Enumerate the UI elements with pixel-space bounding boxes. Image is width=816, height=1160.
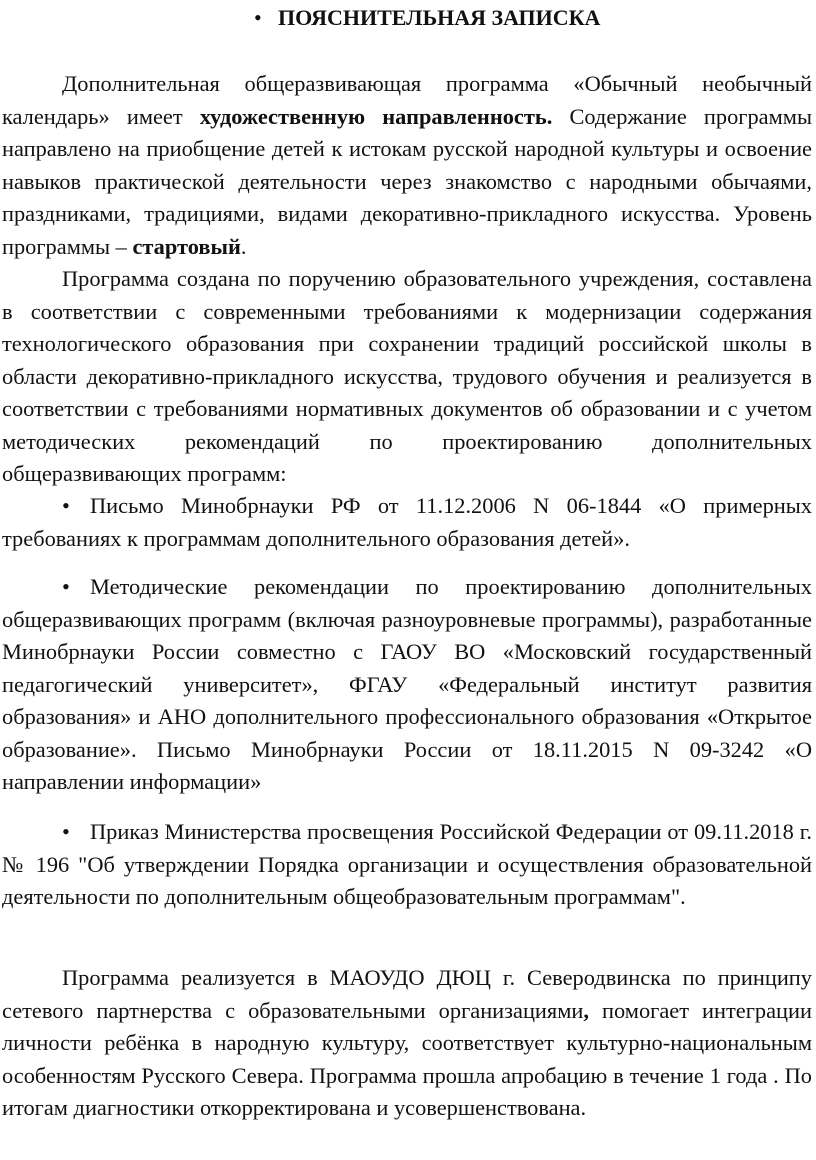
list-bullet: • (62, 574, 70, 599)
intro-text-1: Дополнительная общеразвивающая программа «Обычный необычный календарь» имеет (2, 71, 812, 129)
list-item (2, 571, 812, 799)
implementation-text-1: Программа реализуется в МАОУДО ДЮЦ г. Северодвинска по принципу сетевого партнерства с образовательными организациями (2, 965, 812, 1023)
list-item-3-text: Приказ Министерства просвещения Российской Федерации от 09.11.2018 г. № 196 "Об утверждении Порядка организации и осуществления образовательной деятельности по дополнительным общеобразовательным программам". (2, 819, 812, 909)
intro-bold-level: стартовый (132, 233, 241, 259)
list-bullet: • (62, 493, 70, 518)
intro-text-3: . (240, 233, 247, 259)
intro-text-2: Содержание программы направлено на приобщение детей к истокам русской народной культуры и освоение навыков практической деятельности через знакомство с народными обычаями, праздниками, традициями, видами декоративно-прикладного искусства. Уровень программы – (2, 103, 812, 259)
basis-paragraph: Программа создана по поручению образовательного учреждения, составлена в соответствии с современными требованиями к модернизации содержания технологического образования при сохранении традиций российской школы в области декоративно-прикладного искусства, трудового обучения и реализуется в соответствии с требованиями нормативных документов об образовании и с учетом методических рекомендаций по проектированию дополнительных общеразвивающих программ: (2, 266, 812, 486)
intro-paragraph (2, 68, 812, 263)
list-bullet: • (62, 819, 70, 844)
list-item (2, 816, 812, 914)
implementation-bold-comma: , (583, 997, 589, 1023)
intro-bold-direction: художественную направленность. (199, 103, 553, 129)
title-bullet: • (254, 5, 262, 30)
document-title (254, 4, 600, 32)
title-text: ПОЯСНИТЕЛЬНАЯ ЗАПИСКА (278, 5, 601, 30)
list-item-2-text: Методические рекомендации по проектированию дополнительных общеразвивающих программ (включая разноуровневые программы), разработанные Минобрнауки России совместно с ГАОУ ВО «Московский государственный педагогический университет», ФГАУ «Федеральный институт развития образования» и АНО дополнительного профессионального образования «Открытое образование». Письмо Минобрнауки России от 18.11.2015 N 09-3242 «О направлении информации» (2, 574, 812, 794)
list-item (2, 490, 812, 555)
implementation-paragraph (2, 962, 812, 1125)
list-item-1-text: Письмо Минобрнауки РФ от 11.12.2006 N 06-1844 «О примерных требованиях к программам дополнительного образования детей». (2, 493, 812, 551)
implementation-text-2: помогает интеграции личности ребёнка в народную культуру, соответствует культурно-национальным особенностям Русского Севера. Программа прошла апробацию в течение 1 года . По итогам диагностики откорректирована и усовершенствована. (2, 997, 812, 1120)
